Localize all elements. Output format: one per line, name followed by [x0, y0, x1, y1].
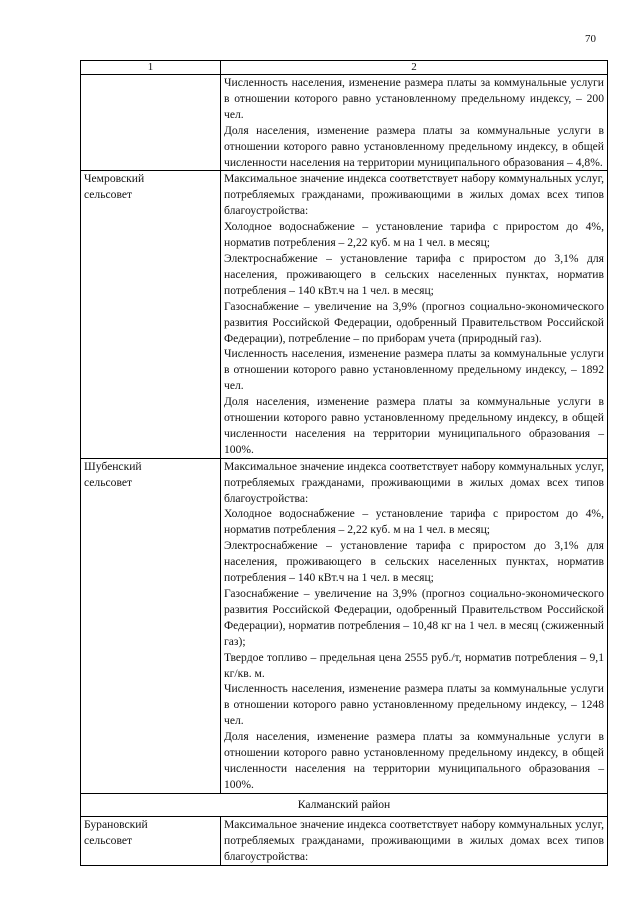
municipality-cell: [81, 458, 221, 793]
paragraph: Максимальное значение индекса соответствует набору коммунальных услуг, потребляемых гражданами, проживающими в жилых домах всех типов благоустройства:: [224, 817, 604, 863]
column-header-2: 2: [221, 61, 608, 75]
municipality-cell: [81, 75, 221, 171]
paragraph: Численность населения, изменение размера платы за коммунальные услуги в отношении которого равно установленному предельному индексу, – 1892 чел.: [224, 347, 604, 393]
description-cell: [221, 816, 608, 865]
paragraph: Твердое топливо – предельная цена 2555 руб./т, норматив потребления – 9,1 кг/кв. м.: [224, 650, 604, 680]
page-number: 70: [585, 33, 596, 45]
tariff-table: [80, 60, 608, 866]
table-row: [81, 171, 608, 458]
municipality-cell: [81, 816, 221, 865]
paragraph: Численность населения, изменение размера платы за коммунальные услуги в отношении которого равно установленному предельному индексу, – 1248 чел.: [224, 682, 604, 728]
description-cell: [221, 171, 608, 458]
paragraph: Максимальное значение индекса соответствует набору коммунальных услуг, потребляемых гражданами, проживающими в жилых домах всех типов благоустройства:: [224, 172, 604, 218]
paragraph: Доля населения, изменение размера платы за коммунальные услуги в отношении которого равно установленному предельному индексу, в общей численности населения на территории муниципального образования – 4,8%.: [224, 123, 604, 169]
table-header-row: [81, 61, 608, 75]
paragraph: Максимальное значение индекса соответствует набору коммунальных услуг, потребляемых гражданами, проживающими в жилых домах всех типов благоустройства:: [224, 459, 604, 505]
table-row: [81, 75, 608, 171]
municipality-name: Бурановский: [84, 817, 148, 831]
description-cell: [221, 75, 608, 171]
municipality-name: Шубенский: [84, 459, 142, 473]
paragraph: Доля населения, изменение размера платы за коммунальные услуги в отношении которого равно установленному предельному индексу, в общей численности населения на территории муниципального образования – 100%.: [224, 395, 604, 456]
municipality-name: Чемровский: [84, 172, 145, 186]
paragraph: Электроснабжение – установление тарифа с приростом до 3,1% для населения, проживающего в сельских населенных пунктах, норматив потребления – 140 кВт.ч на 1 чел. в месяц;: [224, 539, 604, 585]
paragraph: Холодное водоснабжение – установление тарифа с приростом до 4%, норматив потребления – 2,22 куб. м на 1 чел. в месяц;: [224, 507, 604, 537]
paragraph: Газоснабжение – увеличение на 3,9% (прогноз социально-экономического развития Российской Федерации, одобренный Правительством Российской Федерации), норматив потребления – 10,48 кг на 1 чел. в месяц (сжиженный газ);: [224, 587, 604, 648]
region-heading-row: [81, 793, 608, 816]
municipality-type: сельсовет: [84, 475, 133, 489]
table-row: [81, 816, 608, 865]
paragraph: Электроснабжение – установление тарифа с приростом до 3,1% для населения, проживающего в сельских населенных пунктах, норматив потребления – 140 кВт.ч на 1 чел. в месяц;: [224, 251, 604, 297]
paragraph: Холодное водоснабжение – установление тарифа с приростом до 4%, норматив потребления – 2,22 куб. м на 1 чел. в месяц;: [224, 220, 604, 250]
region-heading: Калманский район: [81, 793, 608, 816]
municipality-type: сельсовет: [84, 833, 133, 847]
municipality-cell: [81, 171, 221, 458]
table-row: [81, 458, 608, 793]
column-header-1: 1: [81, 61, 221, 75]
paragraph: Численность населения, изменение размера платы за коммунальные услуги в отношении которого равно установленному предельному индексу, – 200 чел.: [224, 76, 604, 121]
description-cell: [221, 458, 608, 793]
paragraph: Газоснабжение – увеличение на 3,9% (прогноз социально-экономического развития Российской Федерации, одобренный Правительством Российской Федерации), потребление – по приборам учета (природный газ).: [224, 299, 604, 345]
paragraph: Доля населения, изменение размера платы за коммунальные услуги в отношении которого равно установленному предельному индексу, в общей численности населения на территории муниципального образования – 100%.: [224, 730, 604, 791]
municipality-type: сельсовет: [84, 188, 133, 202]
